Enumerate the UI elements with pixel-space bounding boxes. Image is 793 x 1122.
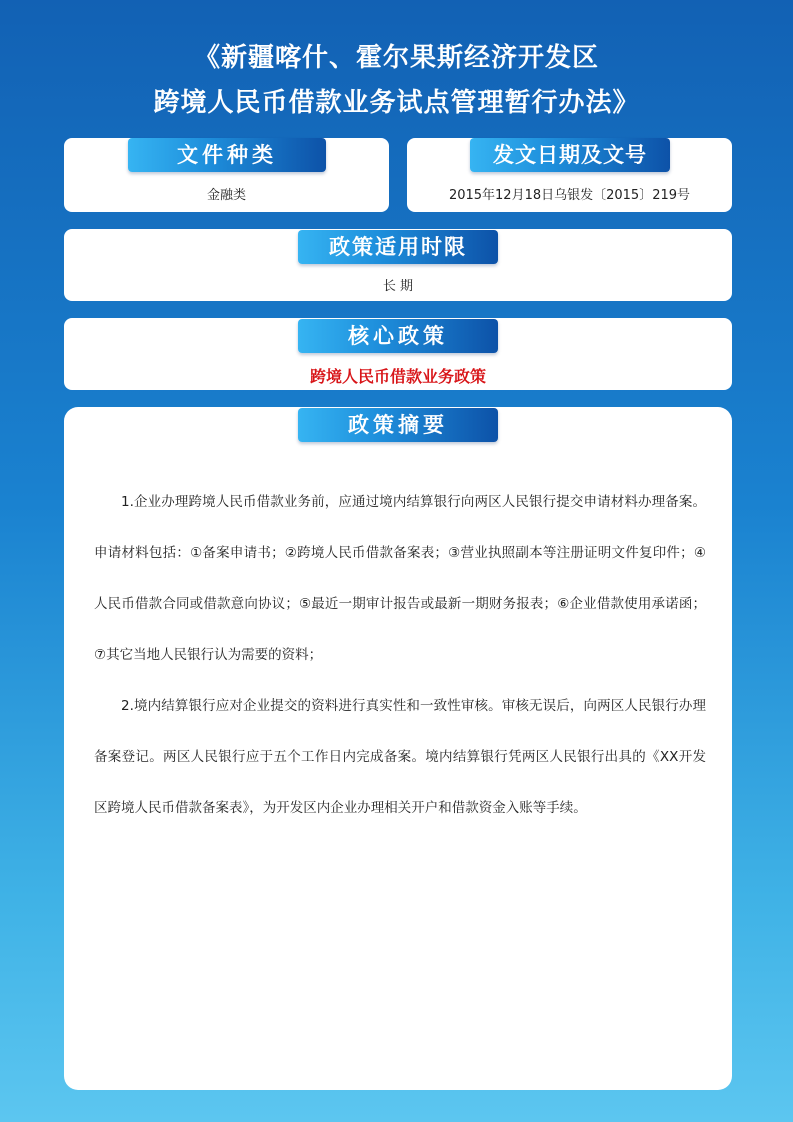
summary-text bbox=[94, 477, 706, 834]
core-policy-card bbox=[64, 318, 732, 390]
doc-type-value: 金融类 bbox=[206, 188, 246, 203]
summary-paragraph-2: 2.境内结算银行应对企业提交的资料进行真实性和一致性审核。审核无误后，向两区人民银行办理备案登记。两区人民银行应于五个工作日内完成备案。境内结算银行凭两区人民银行出具的《XX开发区跨境人民币借款备案表》，为开发区内企业办理相关开户和借款资金入账等手续。 bbox=[94, 698, 706, 816]
document-title-line-2: 跨境人民币借款业务试点管理暂行办法》 bbox=[153, 88, 640, 118]
doc-type-card bbox=[64, 138, 389, 212]
summary-card bbox=[64, 407, 732, 1090]
period-label: 政策适用时限 bbox=[298, 230, 498, 264]
issue-value: 2015年12月18日乌银发〔2015〕219号 bbox=[448, 188, 691, 203]
period-value: 长 期 bbox=[382, 279, 414, 294]
summary-paragraph-1: 1.企业办理跨境人民币借款业务前，应通过境内结算银行向两区人民银行提交申请材料办理备案。申请材料包括：①备案申请书；②跨境人民币借款备案表；③营业执照副本等注册证明文件复印件；④人民币借款合同或借款意向协议；⑤最近一期审计报告或最新一期财务报表；⑥企业借款使用承诺函；⑦其它当地人民银行认为需要的资料； bbox=[94, 494, 706, 663]
core-policy-value: 跨境人民币借款业务政策 bbox=[309, 367, 486, 386]
period-card bbox=[64, 229, 732, 301]
document-title-line-1: 《新疆喀什、霍尔果斯经济开发区 bbox=[193, 43, 599, 73]
doc-type-label: 文件种类 bbox=[128, 138, 326, 172]
issue-label: 发文日期及文号 bbox=[470, 138, 670, 172]
issue-card bbox=[407, 138, 732, 212]
summary-label: 政策摘要 bbox=[298, 408, 498, 442]
core-policy-label: 核心政策 bbox=[298, 319, 498, 353]
